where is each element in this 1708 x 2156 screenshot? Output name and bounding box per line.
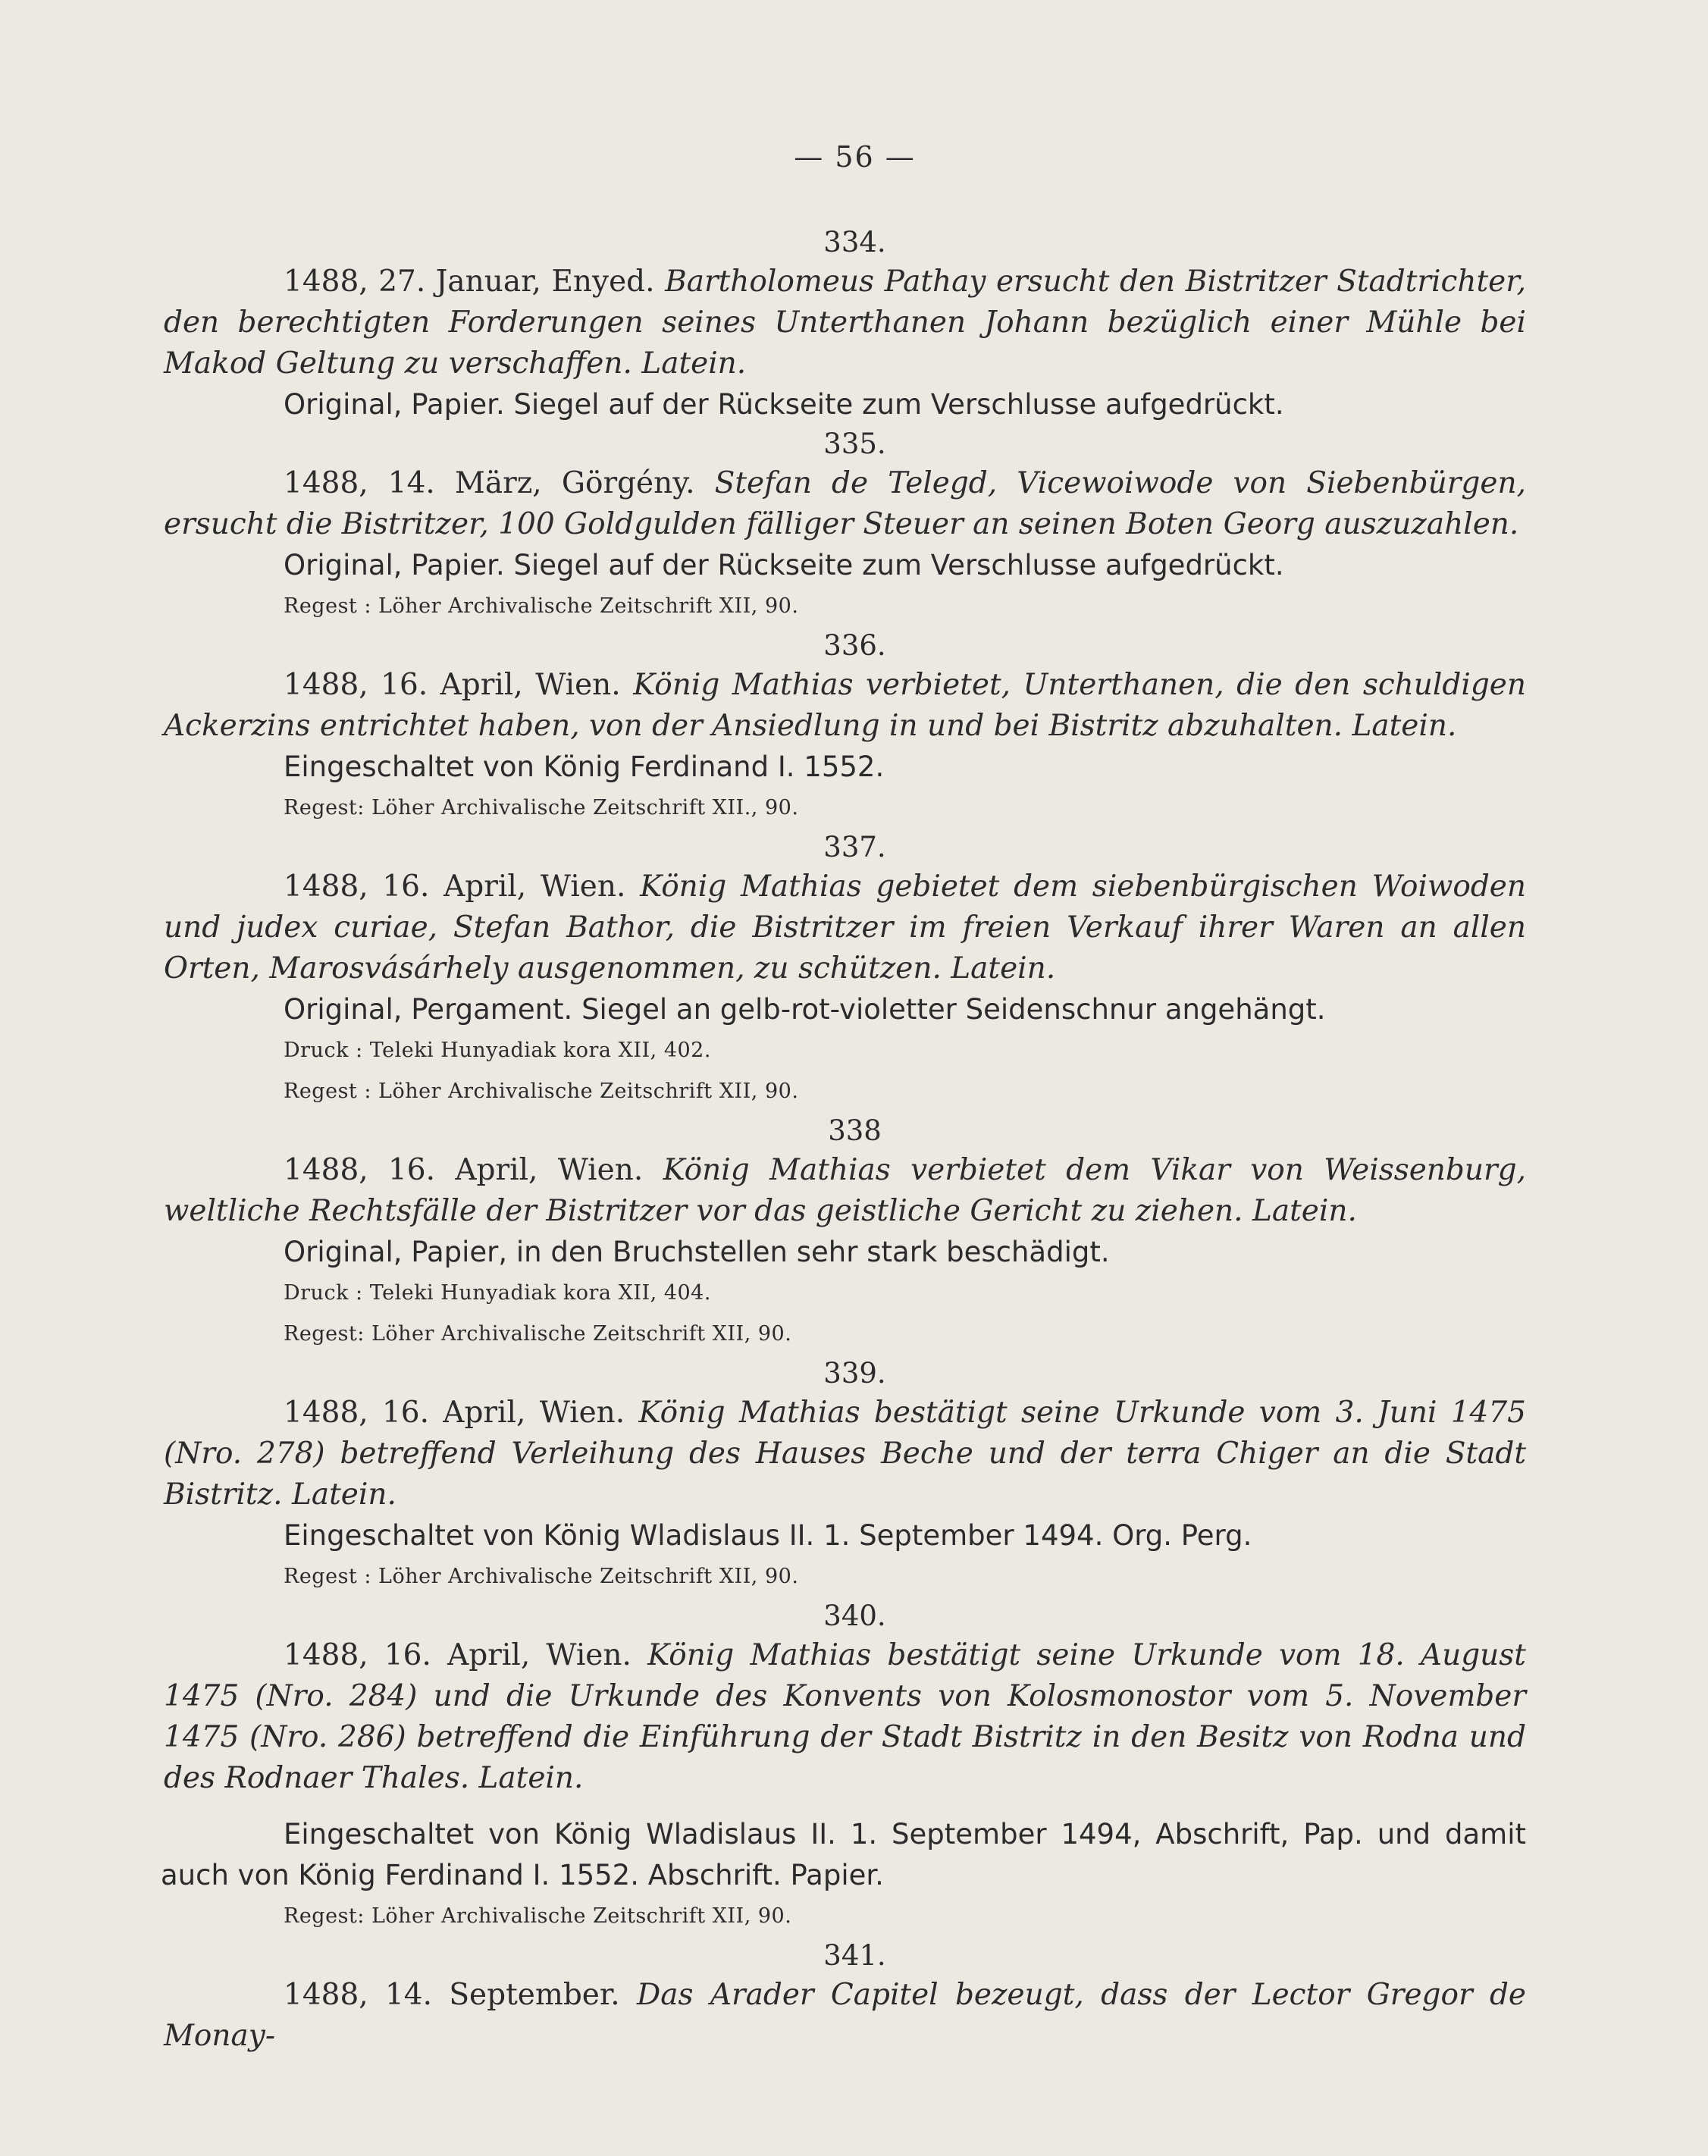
document-entry (161, 1597, 1526, 1937)
entry-date: 1488, 16. April, Wien. (284, 1638, 631, 1672)
entry-summary (164, 1975, 1526, 2057)
entry-date: 1488, 14. März, Görgény. (284, 466, 695, 500)
document-entry (161, 1937, 1526, 2057)
entry-text: König Mathias verbietet, Unterthanen, die den schuldigen Ackerzins entrichtet haben, von der Ansiedlung in und bei Bistritz abzuhalten. Latein. (164, 668, 1526, 743)
page-number: — 56 — (794, 140, 916, 174)
entry-number: 341. (823, 1939, 886, 1972)
entry-number: 336. (823, 629, 886, 662)
entry-number: 340. (823, 1600, 886, 1632)
document-entry (161, 425, 1526, 627)
entries-list (161, 224, 1526, 2057)
entry-reference: Regest: Löher Archivalische Zeitschrift XII., 90. (284, 796, 799, 819)
entry-reference: Regest: Löher Archivalische Zeitschrift XII, 90. (284, 1904, 792, 1928)
entry-text: Das Arader Capitel bezeugt, dass der Lector Gregor de Monay- (164, 1978, 1526, 2053)
entry-text: Stefan de Telegd, Vicewoiwode von Siebenbürgen, ersucht die Bistritzer, 100 Goldgulden fälliger Steuer an seinen Boten Georg auszuzahlen. (164, 466, 1526, 541)
document-entry (161, 224, 1526, 425)
entry-date: 1488, 16. April, Wien. (284, 1396, 625, 1430)
document-entry (161, 1112, 1526, 1355)
entry-summary (164, 866, 1526, 989)
entry-reference: Regest : Löher Archivalische Zeitschrift XII, 90. (284, 1565, 799, 1588)
entry-text: König Mathias gebietet dem siebenbürgischen Woiwoden und judex curiae, Stefan Bathor, die Bistritzer im freien Verkauf ihrer Waren an allen Orten, Marosvásárhely ausgenommen, zu schützen. Latein. (164, 870, 1526, 986)
entry-summary (164, 1635, 1526, 1799)
document-entry (161, 829, 1526, 1112)
entry-reference: Regest: Löher Archivalische Zeitschrift XII, 90. (284, 1322, 792, 1346)
entry-summary (164, 1150, 1526, 1232)
entry-reference: Regest : Löher Archivalische Zeitschrift XII, 90. (284, 594, 799, 618)
entry-summary (164, 1393, 1526, 1515)
entry-number: 335. (823, 428, 886, 460)
entry-date: 1488, 14. September. (284, 1978, 620, 2012)
entry-number: 334. (823, 226, 886, 259)
entry-text: Bartholomeus Pathay ersucht den Bistritzer Stadtrichter, den berechtigten Forderungen seines Unterthanen Johann bezüglich einer Mühle bei Makod Geltung zu verschaffen. Latein. (164, 265, 1526, 381)
entry-number: 339. (823, 1357, 886, 1390)
document-entry (161, 627, 1526, 829)
entry-note: Eingeschaltet von König Wladislaus II. 1. September 1494. Org. Perg. (284, 1519, 1252, 1552)
entry-summary (164, 665, 1526, 747)
entry-note: Eingeschaltet von König Ferdinand I. 1552. (284, 751, 885, 783)
entry-summary (164, 463, 1526, 545)
entry-note: Original, Papier. Siegel auf der Rückseite zum Verschlusse aufgedrückt. (284, 388, 1284, 421)
entry-reference: Druck : Teleki Hunyadiak kora XII, 404. (284, 1281, 711, 1305)
spacer (161, 1799, 1526, 1814)
entry-summary (164, 262, 1526, 384)
entry-reference: Regest : Löher Archivalische Zeitschrift XII, 90. (284, 1080, 799, 1103)
entry-date: 1488, 16. April, Wien. (284, 668, 621, 702)
entry-text: König Mathias verbietet dem Vikar von Weissenburg, weltliche Rechtsfälle der Bistritzer vor das geistliche Gericht zu ziehen. Latein. (164, 1153, 1527, 1228)
entry-note: Eingeschaltet von König Wladislaus II. 1. September 1494, Abschrift, Pap. und damit auch von König Ferdinand I. 1552. Abschrift. Papier. (161, 1818, 1526, 1891)
entry-number: 338 (828, 1114, 882, 1147)
entry-note: Original, Pergament. Siegel an gelb-rot-violetter Seidenschnur angehängt. (284, 993, 1326, 1026)
entry-date: 1488, 27. Januar, Enyed. (284, 265, 655, 299)
entry-note: Original, Papier, in den Bruchstellen sehr stark beschädigt. (284, 1236, 1110, 1268)
entry-date: 1488, 16. April, Wien. (284, 1153, 644, 1187)
entry-note: Original, Papier. Siegel auf der Rückseite zum Verschlusse aufgedrückt. (284, 549, 1284, 581)
entry-number: 337. (823, 831, 886, 863)
entry-reference: Druck : Teleki Hunyadiak kora XII, 402. (284, 1039, 711, 1062)
entry-date: 1488, 16. April, Wien. (284, 870, 626, 904)
entry-text: König Mathias bestätigt seine Urkunde vom 18. August 1475 (Nro. 284) und die Urkunde des Konvents von Kolosmonostor vom 5. November 1475 (Nro. 286) betreffend die Einführung der Stadt Bistritz in den Besitz von Rodna und des Rodnaer Thales. Latein. (164, 1638, 1526, 1795)
entry-text: König Mathias bestätigt seine Urkunde vom 3. Juni 1475 (Nro. 278) betreffend Verleihung des Hauses Beche und der terra Chiger an die Stadt Bistritz. Latein. (164, 1396, 1526, 1512)
document-entry (161, 1355, 1526, 1597)
